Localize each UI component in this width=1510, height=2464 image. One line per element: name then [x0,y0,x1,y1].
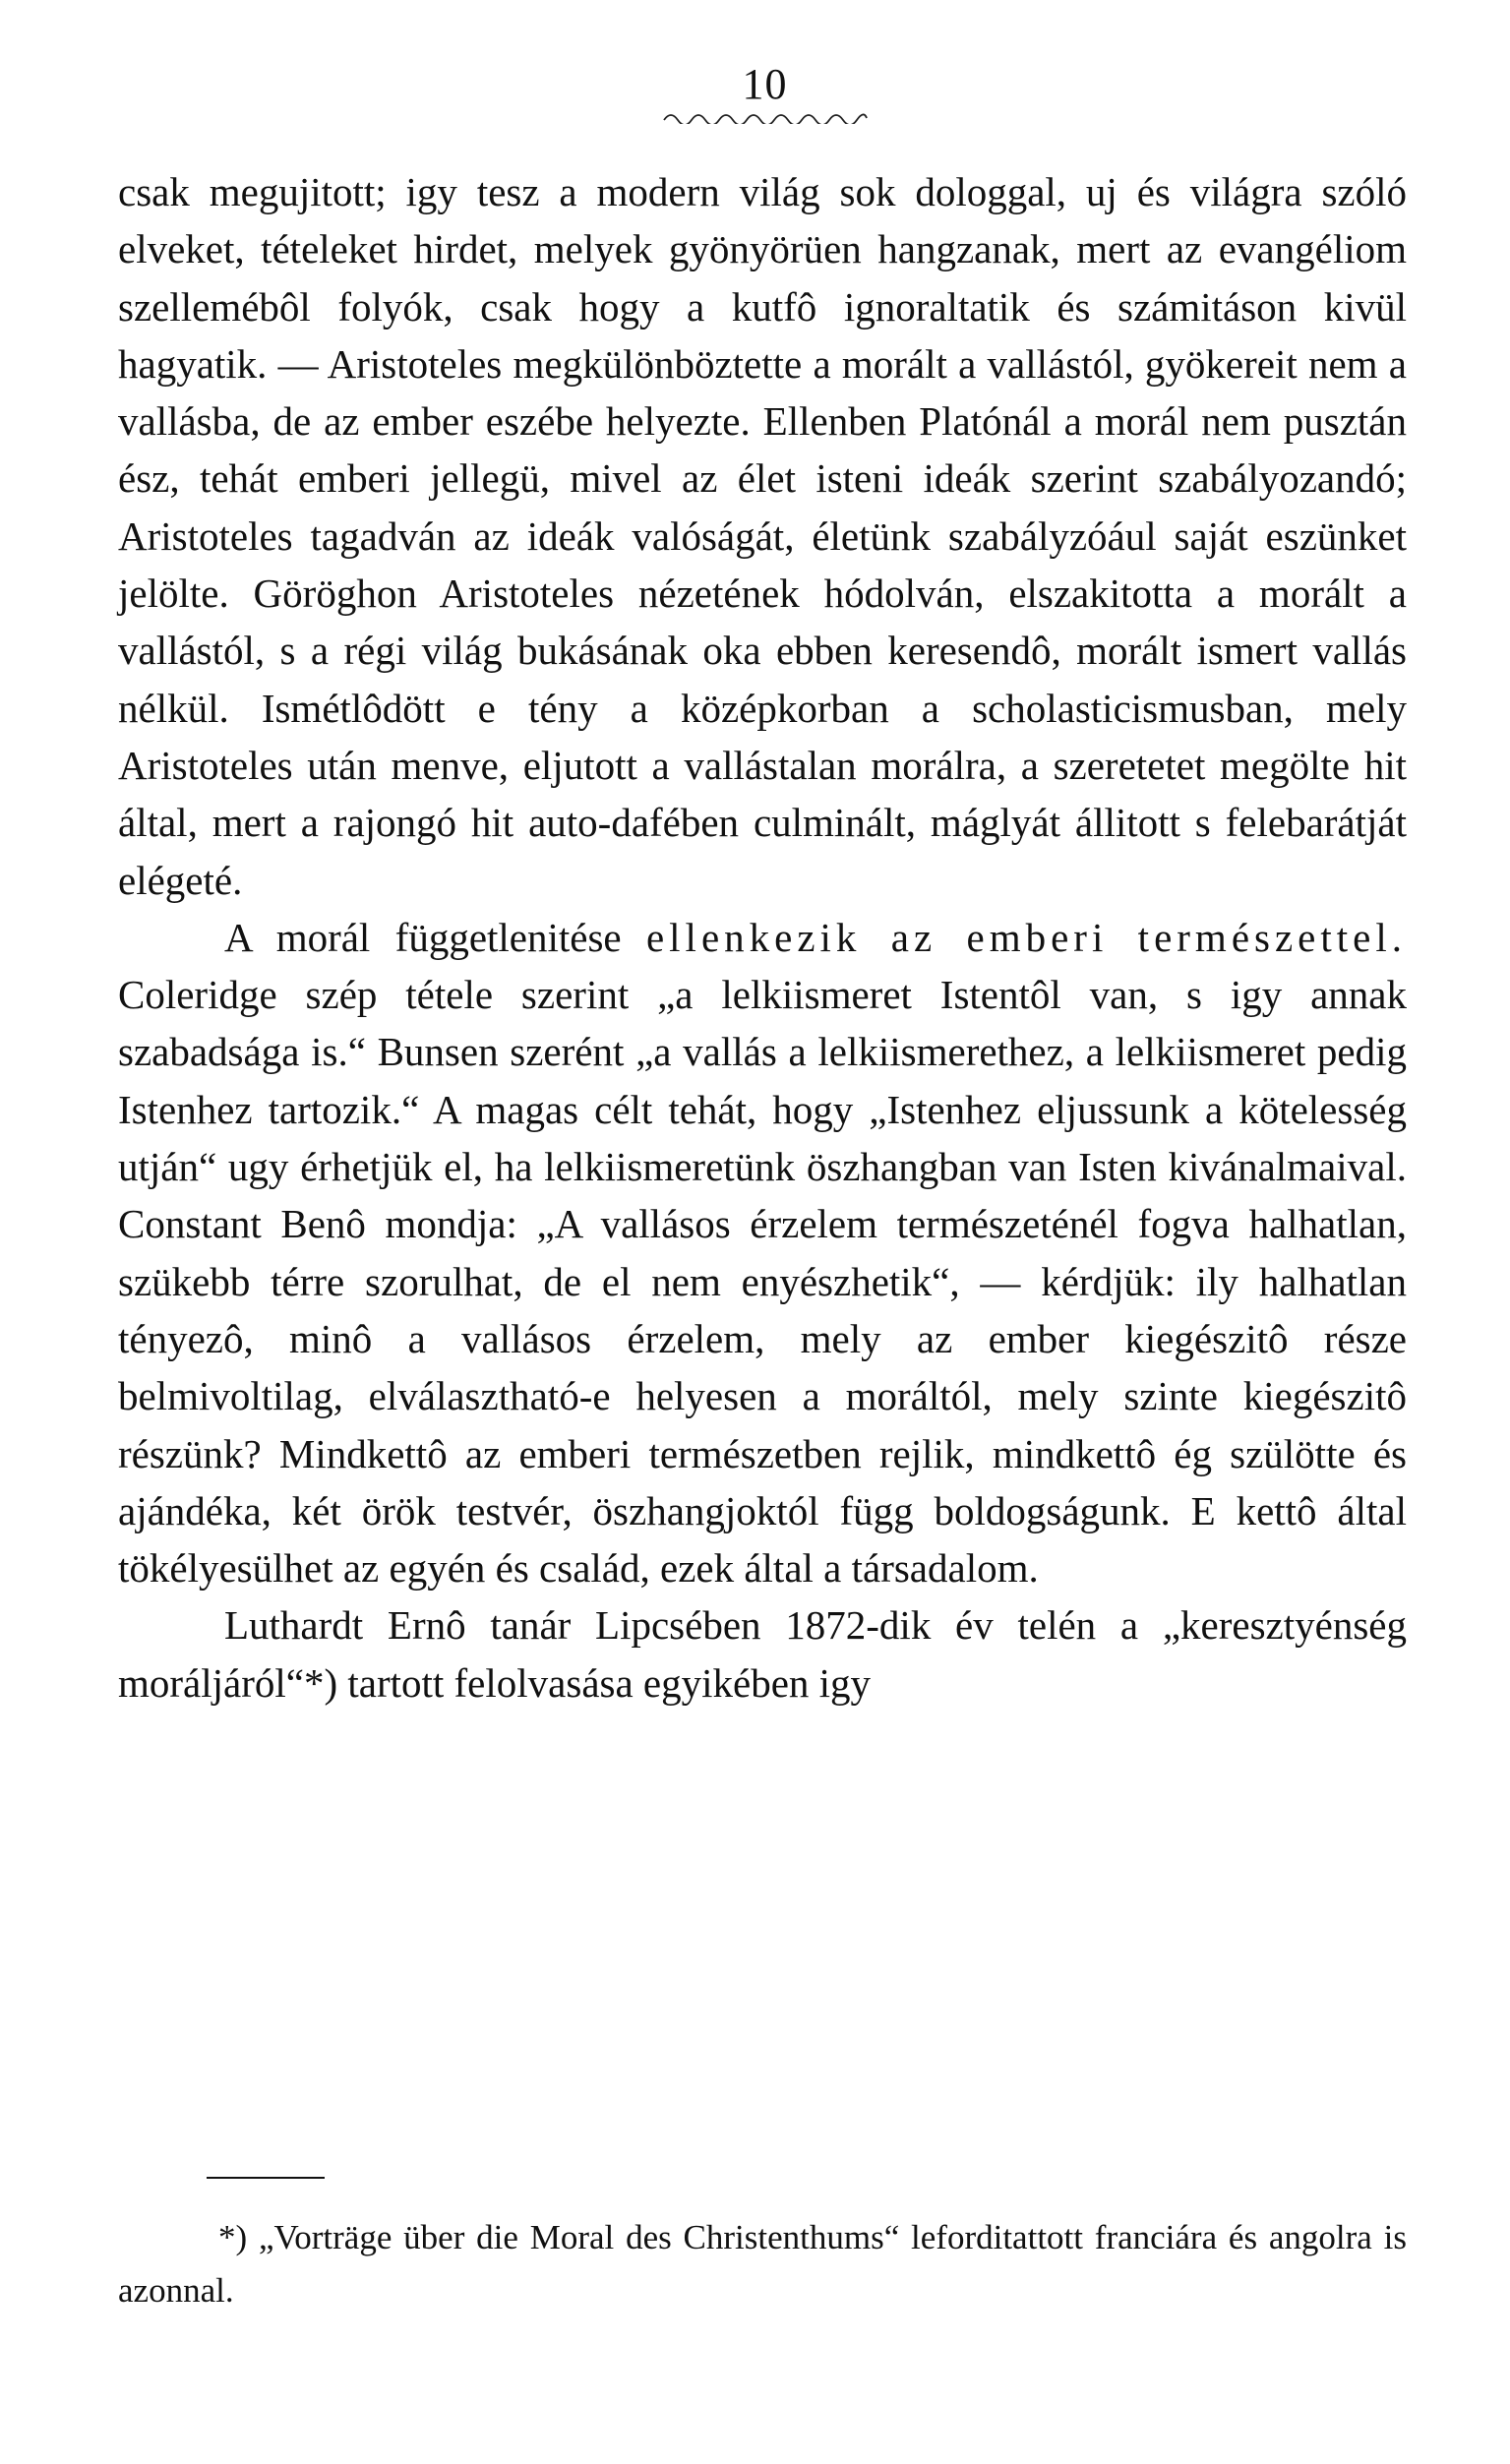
spaced-emphasis: ellenkezik az emberi természettel. [645,914,1407,960]
paragraph: Luthardt Ernô tanár Lipcsében 1872-dik év telén a „keresztyénség moráljáról“*) tartott felolvasása egyikében igy [118,1602,1407,1706]
page-number: 10 [742,60,788,108]
paragraph: csak megujitott; igy tesz a modern világ sok dologgal, uj és világra szóló elveket, tételeket hirdet, melyek gyönyörüen hangzanak, mert az evangéliom szellemébôl folyók, csak hogy a kutfô ignoraltatik és számitáson kivül hagyatik. — Aristoteles megkülönböztette a morált a vallástól, gyökereit nem a vallásba, de az ember eszébe helyezte. Ellenben Platónál a morál nem pusztán ész, tehát emberi jellegü, mivel az élet isteni ideák szerint szabályozandó; Aristoteles tagadván az ideák valóságát, életünk szabályzóául saját eszünket jelölte. Göröghon Aristoteles nézetének hódolván, elszakitotta a morált a vallástól, s a régi világ bukásának oka ebben keresendô, morált ismert vallás nélkül. Ismétlôdött e tény a középkorban a scholasticismusban, mely Aristoteles után menve, eljutott a vallástalan morálra, a szeretetet megölte hit által, mert a rajongó hit auto-dafében culminált, máglyát állitott s felebarátját elégeté. [118,169,1407,903]
footnote-divider [207,2177,325,2179]
paragraph-lead: A morál függetlenitése [224,914,646,960]
paragraph-body: Coleridge szép tétele szerint „a lelkiismeret Istentôl van, s igy annak szabadsága is.“ Bunsen szerént „a vallás a lelkiismerethez, a lelkiismeret pedig Istenhez tartozik.“ A magas célt tehát, hogy „Istenhez eljussunk a kötelesség utján“ ugy érhetjük el, ha lelkiismeretünk öszhangban van Isten kivánalmaival. Constant Benô mondja: „A vallásos érzelem természeténél fogva halhatlan, szükebb térre szorulhat, de el nem enyészhetik“, — kérdjük: ily halhatlan tényezô, minô a vallásos érzelem, mely az ember kiegészitô része belmivoltilag, elválasztható-e helyesen a moráltól, mely szinte kiegészitô részünk? Mindkettô az emberi természetben rejlik, mindkettô ég szülötte és ajándéka, két örök testvér, öszhangjoktól függ boldogságunk. E kettô által tökélyesülhet az egyén és család, ezek által a társadalom. [118,972,1407,1592]
body-text [118,163,1407,1712]
paragraph [118,909,1407,1597]
wavy-ornament-icon [662,110,869,124]
footnote [118,2211,1407,2317]
footnote-text: *) „Vorträge über die Moral des Christenthums“ leforditattott franciára és angolra is azonnal. [118,2218,1407,2310]
page-header [0,61,1510,124]
